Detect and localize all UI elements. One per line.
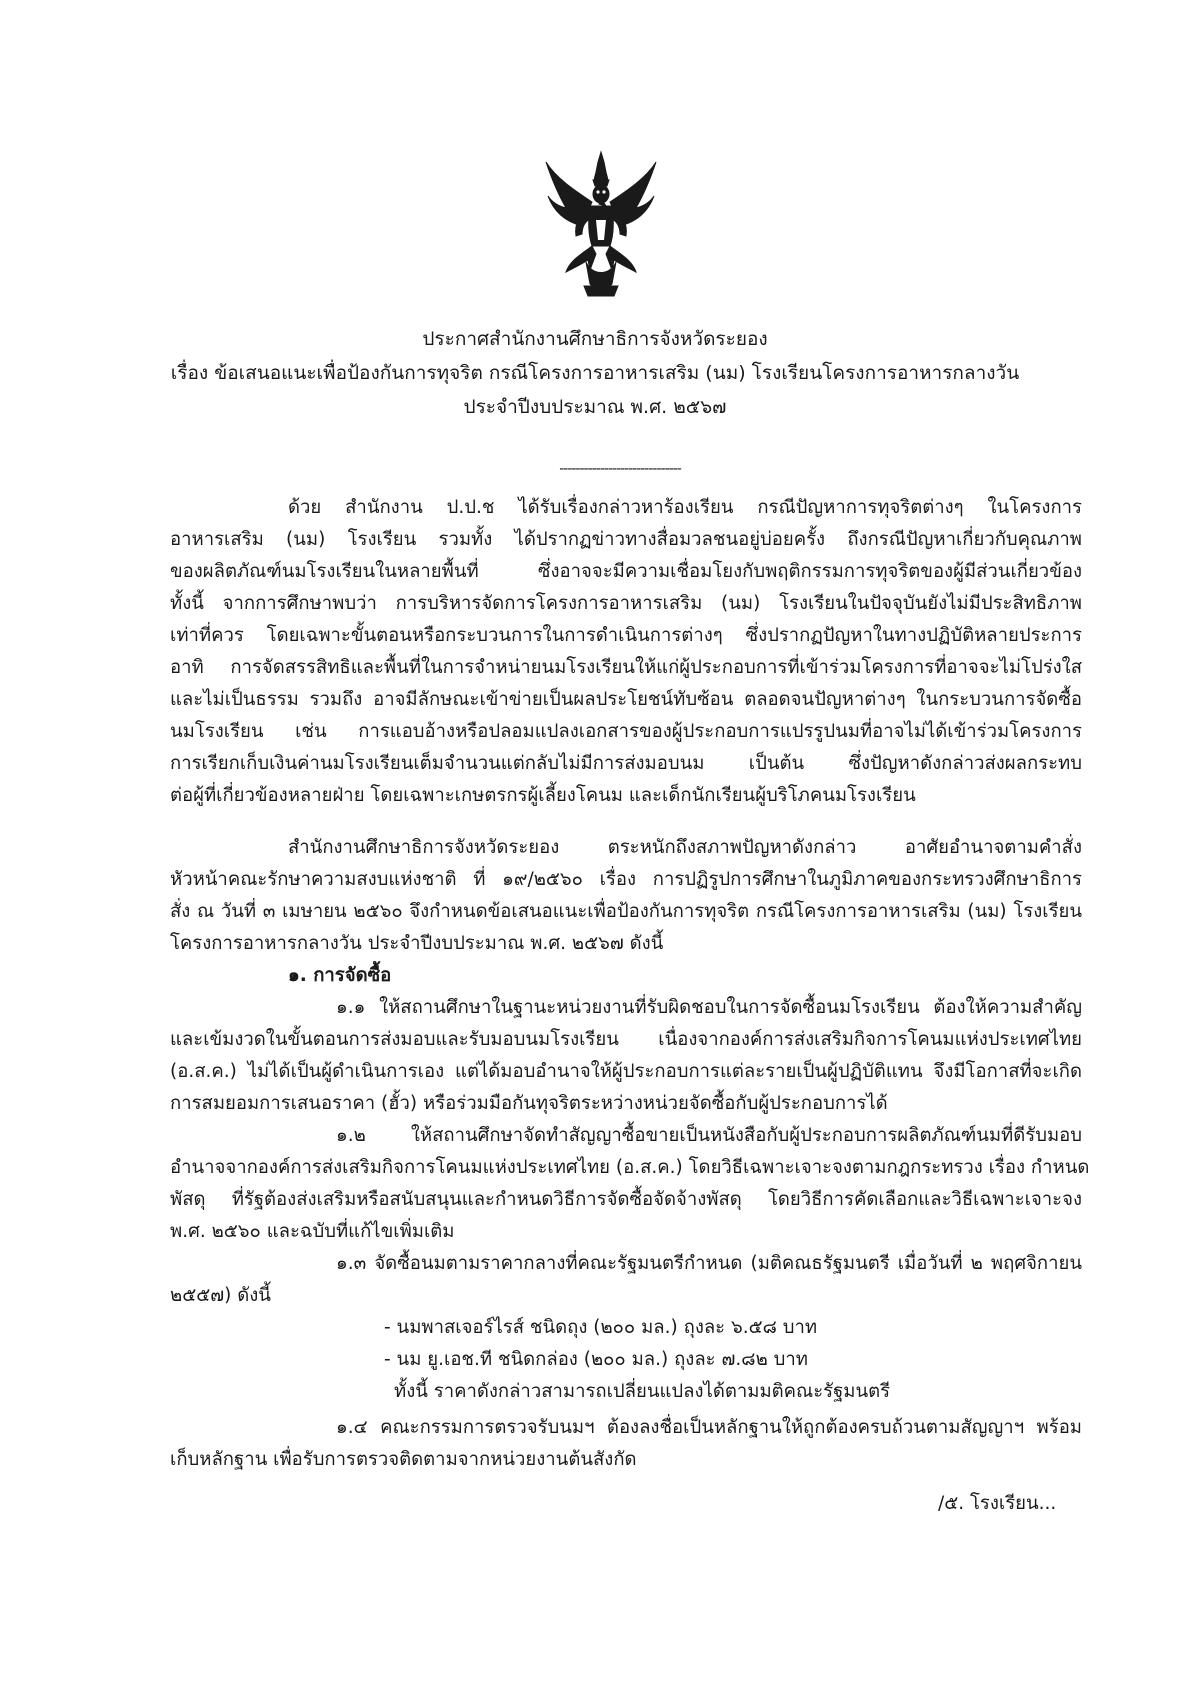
header-divider: ------------------------------ <box>559 461 681 477</box>
header-line-2: เรื่อง ข้อเสนอแนะเพื่อป้องกันการทุจริต กรณีโครงการอาหารเสริม (นม) โรงเรียนโครงการอาหารกลางวัน <box>170 362 1020 384</box>
header-line-1: ประกาศสำนักงานศึกษาธิการจังหวัดระยอง <box>422 328 768 350</box>
item-1-2-line: อำนาจจากองค์การส่งเสริมกิจการโคนมแห่งประเทศไทย (อ.ส.ค.) โดยวิธีเฉพาะเจาะจงตามกฎกระทรวง เรื่อง กำหนด <box>170 1157 1090 1178</box>
paragraph-1-line: นมโรงเรียน เช่น การแอบอ้างหรือปลอมแปลงเอกสารของผู้ประกอบการแปรรูปนมที่อาจไม่ได้เข้าร่วมโครงการ <box>170 721 1082 742</box>
paragraph-1-line: อาทิ การจัดสรรสิทธิและพื้นที่ในการจำหน่ายนมโรงเรียนให้แก่ผู้ประกอบการที่เข้าร่วมโครงการที่อาจจะไม่โปร่งใส <box>170 657 1082 678</box>
price-note: ทั้งนี้ ราคาดังกล่าวสามารถเปลี่ยนแปลงได้ตามมติคณะรัฐมนตรี <box>394 1381 891 1402</box>
paragraph-2-line: โครงการอาหารกลางวัน ประจำปีงบประมาณ พ.ศ. ๒๕๖๗ ดังนี้ <box>170 933 664 954</box>
paragraph-2-line: หัวหน้าคณะรักษาความสงบแห่งชาติ ที่ ๑๙/๒๕๖๐ เรื่อง การปฏิรูปการศึกษาในภูมิภาคของกระทรวงศึกษาธิการ <box>170 869 1082 890</box>
item-1-1-line: (อ.ส.ค.) ไม่ได้เป็นผู้ดำเนินการเอง แต่ได้มอบอำนาจให้ผู้ประกอบการแต่ละรายเป็นผู้ปฏิบัติแทน จึงมีโอกาสที่จะเกิด <box>170 1061 1082 1082</box>
item-1-2-line: ๑.๒ ให้สถานศึกษาจัดทำสัญญาซื้อขายเป็นหนังสือกับผู้ประกอบการผลิตภัณฑ์นมที่ดีรับมอบ <box>336 1125 1082 1146</box>
section-1-heading: ๑. การจัดซื้อ <box>288 965 392 986</box>
item-1-4-line: ๑.๔ คณะกรรมการตรวจรับนมฯ ต้องลงชื่อเป็นหลักฐานให้ถูกต้องครบถ้วนตามสัญญาฯ พร้อม <box>336 1417 1082 1438</box>
paragraph-1-line: การเรียกเก็บเงินค่านมโรงเรียนเต็มจำนวนแต่กลับไม่มีการส่งมอบนม เป็นต้น ซึ่งปัญหาดังกล่าวส่งผลกระทบ <box>170 753 1082 774</box>
paragraph-1-line: อาหารเสริม (นม) โรงเรียน รวมทั้ง ได้ปรากฏข่าวทางสื่อมวลชนอยู่บ่อยครั้ง ถึงกรณีปัญหาเกี่ยวกับคุณภาพ <box>170 529 1082 550</box>
item-1-1-line: การสมยอมการเสนอราคา (ฮั้ว) หรือร่วมมือกันทุจริตระหว่างหน่วยจัดซื้อกับผู้ประกอบการได้ <box>170 1093 888 1114</box>
paragraph-1-line: ต่อผู้ที่เกี่ยวข้องหลายฝ่าย โดยเฉพาะเกษตรกรผู้เลี้ยงโคนม และเด็กนักเรียนผู้บริโภคนมโรงเรียน <box>170 785 916 806</box>
item-1-2-line: พัสดุ ที่รัฐต้องส่งเสริมหรือสนับสนุนและกำหนดวิธีการจัดซื้อจัดจ้างพัสดุ โดยวิธีการคัดเลือกและวิธีเฉพาะเจาะจง <box>170 1189 1082 1210</box>
paragraph-1-line: ของผลิตภัณฑ์นมโรงเรียนในหลายพื้นที่ ซึ่งอาจจะมีความเชื่อมโยงกับพฤติกรรมการทุจริตของผู้มีส่วนเกี่ยวข้อง <box>170 561 1082 582</box>
paragraph-1-line: ทั้งนี้ จากการศึกษาพบว่า การบริหารจัดการโครงการอาหารเสริม (นม) โรงเรียนในปัจจุบันยังไม่มีประสิทธิภาพ <box>170 593 1082 614</box>
garuda-emblem-icon <box>544 150 658 298</box>
item-1-1-line: และเข้มงวดในขั้นตอนการส่งมอบและรับมอบนมโรงเรียน เนื่องจากองค์การส่งเสริมกิจการโคนมแห่งประเทศไทย <box>170 1029 1082 1050</box>
item-1-3-line: ๒๕๕๗) ดังนี้ <box>170 1285 271 1306</box>
paragraph-1-line: เท่าที่ควร โดยเฉพาะขั้นตอนหรือกระบวนการในการดำเนินการต่างๆ ซึ่งปรากฏปัญหาในทางปฏิบัติหลายประการ <box>170 625 1082 646</box>
paragraph-2-line: สั่ง ณ วันที่ ๓ เมษายน ๒๕๖๐ จึงกำหนดข้อเสนอแนะเพื่อป้องกันการทุจริต กรณีโครงการอาหารเสริม (นม) โรงเรียน <box>170 901 1082 922</box>
page-continuation: /๕. โรงเรียน... <box>938 1493 1057 1514</box>
item-1-1-line: ๑.๑ ให้สถานศึกษาในฐานะหน่วยงานที่รับผิดชอบในการจัดซื้อนมโรงเรียน ต้องให้ความสำคัญ <box>336 997 1082 1018</box>
item-1-3-line: ๑.๓ จัดซื้อนมตามราคากลางที่คณะรัฐมนตรีกำหนด (มติคณธรัฐมนตรี เมื่อวันที่ ๒ พฤศจิกายน <box>336 1253 1082 1274</box>
price-item: - นม ยู.เอช.ที ชนิดกล่อง (๒๐๐ มล.) ถุงละ ๗.๘๒ บาท <box>384 1349 808 1370</box>
paragraph-1-line: และไม่เป็นธรรม รวมถึง อาจมีลักษณะเข้าข่ายเป็นผลประโยชน์ทับซ้อน ตลอดจนปัญหาต่างๆ ในกระบวนการจัดซื้อ <box>170 689 1082 710</box>
paragraph-1-line: ด้วย สำนักงาน ป.ป.ช ได้รับเรื่องกล่าวหาร้องเรียน กรณีปัญหาการทุจริตต่างๆ ในโครงการ <box>288 497 1082 518</box>
item-1-4-line: เก็บหลักฐาน เพื่อรับการตรวจติดตามจากหน่วยงานต้นสังกัด <box>170 1449 637 1470</box>
price-item: - นมพาสเจอร์ไรส์ ชนิดถุง (๒๐๐ มล.) ถุงละ ๖.๕๘ บาท <box>384 1317 818 1338</box>
item-1-2-line: พ.ศ. ๒๕๖๐ และฉบับที่แก้ไขเพิ่มเติม <box>170 1221 455 1242</box>
announcement-header <box>120 322 1070 424</box>
header-line-3: ประจำปีงบประมาณ พ.ศ. ๒๕๖๗ <box>463 396 727 418</box>
paragraph-2-line: สำนักงานศึกษาธิการจังหวัดระยอง ตระหนักถึงสภาพปัญหาดังกล่าว อาศัยอำนาจตามคำสั่ง <box>288 837 1082 858</box>
